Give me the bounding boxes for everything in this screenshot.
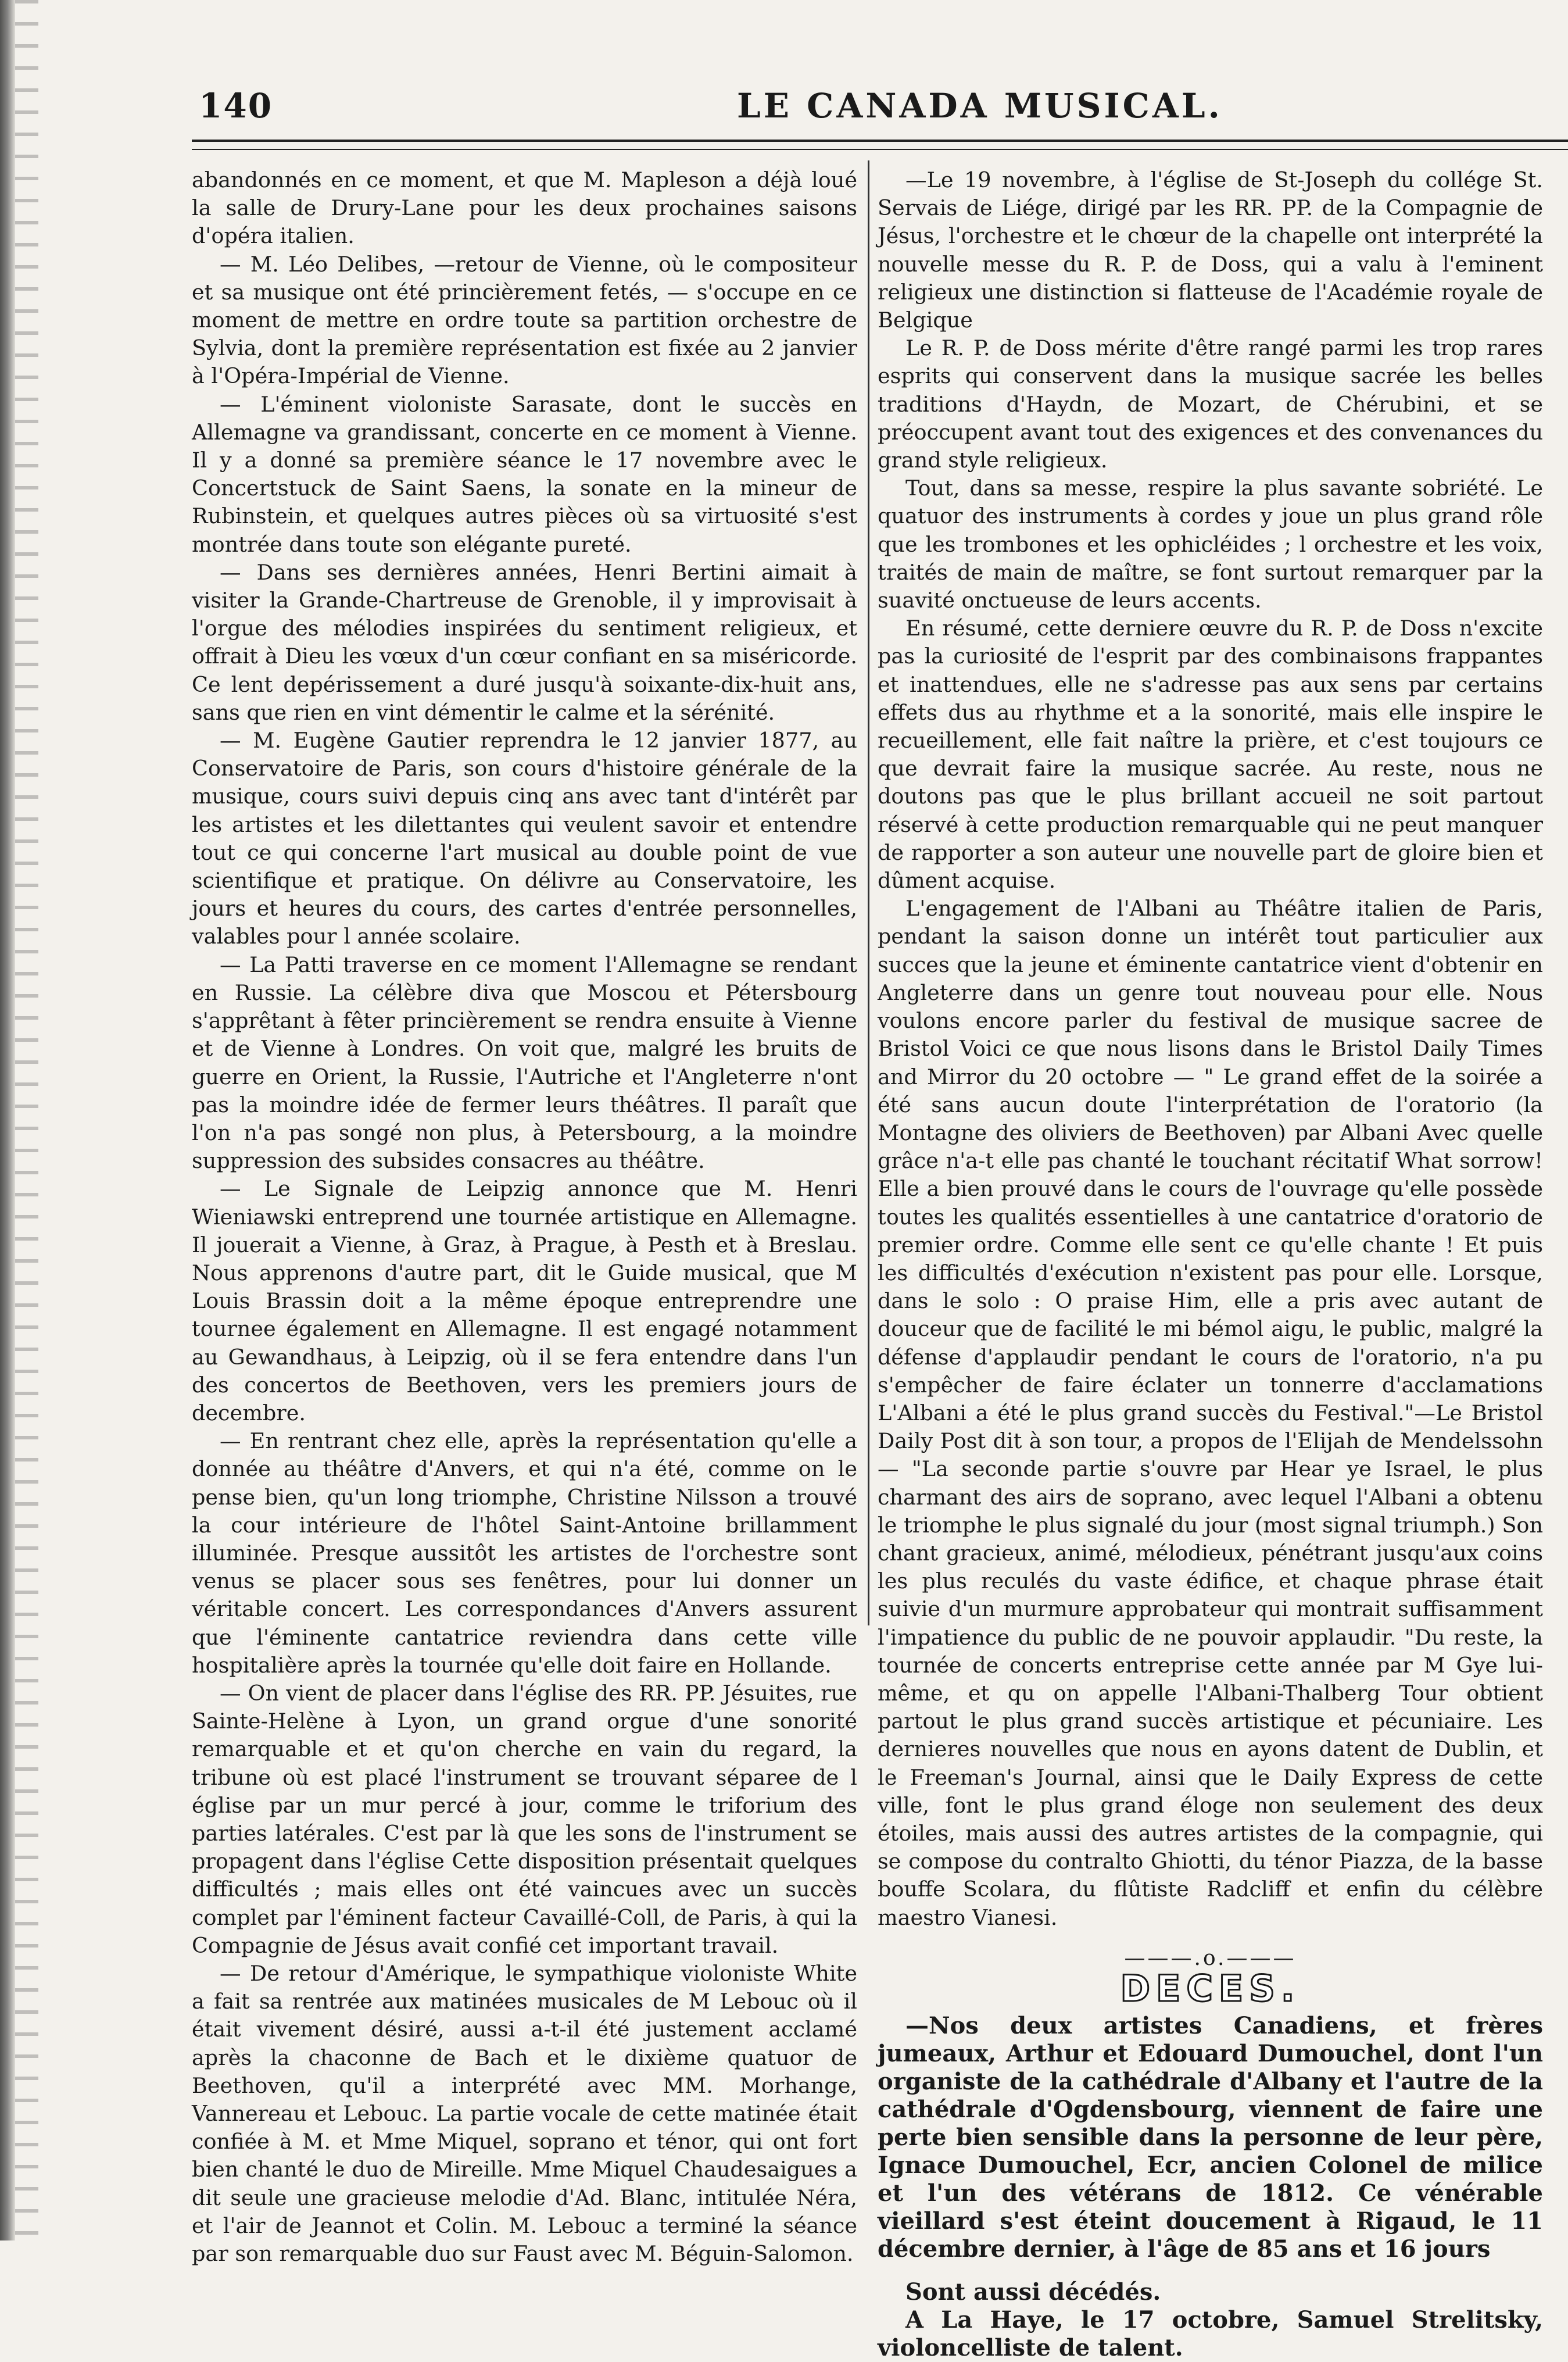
paragraph: — En rentrant chez elle, après la représentation qu'elle a donnée au théâtre d'Anvers, et qui n'a été, comme on le pense bien, qu'un long triomphe, Christine Nilsson a trouvé la cour intérieure de l'hôtel Saint-Antoine brillamment illuminée. Presque aussitôt les artistes de l'orchestre sont venus se placer sous ses fenêtres, pour lui donner un véritable concert. Les correspondances d'Anvers assurent que l'éminente cantatrice reviendra dans cette ville hospitalière après la tournée qu'elle doit faire en Hollande. <box>192 1428 857 1678</box>
paragraph: — La Patti traverse en ce moment l'Allemagne se rendant en Russie. La célèbre diva que Moscou et Pétersbourg s'apprêtant à fêter princièrement se rendra ensuite à Vienne et de Vienne à Londres. On voit que, malgré les bruits de guerre en Orient, la Russie, l'Autriche et l'Angleterre n'ont pas la moindre idée de fermer leurs théâtres. Il paraît que l'on n'a pas songé non plus, à Petersbourg, a la moindre suppression des subsides consacres au théâtre. <box>192 952 857 1174</box>
paragraph: —Le 19 novembre, à l'église de St-Joseph du collége St. Servais de Liége, dirigé par les RR. PP. de la Compagnie de Jésus, l'orchestre et le chœur de la chapelle ont interprété la nouvelle messe du R. P. de Doss, qui a valu à l'eminent religieux une distinction si flatteuse de l'Académie royale de Belgique <box>878 167 1543 333</box>
paragraph: — L'éminent violoniste Sarasate, dont le succès en Allemagne va grandissant, concerte en ce moment à Vienne. Il y a donné sa première séance le 17 novembre avec le Concertstuck de Saint Saens, la sonate en la mineur de Rubinstein, et quelques autres pièces où sa virtuosité s'est montrée dans toute son elégante pureté. <box>192 391 857 557</box>
paragraph: — Dans ses dernières années, Henri Bertini aimait à visiter la Grande-Chartreuse de Grenoble, il y improvisait à l'orgue des mélodies inspirées du sentiment religieux, et offrait à Dieu les vœux d'un cœur confiant en sa miséricorde. Ce lent depérissement a duré jusqu'à soixante-dix-huit ans, sans que rien en vint démentir le calme et la sérénité. <box>192 559 857 725</box>
paragraph: — M. Léo Delibes, —retour de Vienne, où le compositeur et sa musique ont été princièrement fetés, — s'occupe en ce moment de mettre en ordre toute sa partition orchestre de Sylvia, dont la première représentation est fixée au 2 janvier à l'Opéra-Impérial de Vienne. <box>192 251 857 389</box>
journal-title: LE CANADA MUSICAL. <box>737 86 1223 126</box>
paragraph: abandonnés en ce moment, et que M. Mapleson a déjà loué la salle de Drury-Lane pour les deux prochaines saisons d'opéra italien. <box>192 167 857 249</box>
section-separator: ———.o.——— <box>1124 1946 1297 1970</box>
right-column <box>878 166 1543 2362</box>
page-number: 140 <box>199 86 273 126</box>
left-column <box>192 166 857 2268</box>
paragraph: En résumé, cette derniere œuvre du R. P. de Doss n'excite pas la curiosité de l'esprit par des combinaisons frappantes et inattendues, elle ne s'adresse pas aux sens par certains effets dus au rhythme et a la sonorité, mais elle inspire le recueillement, elle fait naître la prière, et c'est toujours ce que devrait faire la musique sacrée. Au reste, nous ne doutons pas que le plus brillant accueil ne soit partout réservé à cette production remarquable qui ne peut manquer de rapporter a son auteur une nouvelle part de gloire bien et dûment acquise. <box>878 616 1543 894</box>
paragraph: L'engagement de l'Albani au Théâtre italien de Paris, pendant la saison donne un intérêt tout particulier aux succes que la jeune et éminente cantatrice vient d'obtenir en Angleterre dans un genre tout nouveau pour elle. Nous voulons encore parler du festival de musique sacree de Bristol Voici ce que nous lisons dans le Bristol Daily Times and Mirror du 20 octobre — " Le grand effet de la soirée a été sans aucun doute l'interprétation de l'oratorio (la Montagne des oliviers de Beethoven) par Albani Avec quelle grâce n'a-t elle pas chanté le touchant récitatif What sorrow! Elle a bien prouvé dans le cours de l'ouvrage qu'elle possède toutes les qualités essentielles à une cantatrice d'oratorio de premier ordre. Comme elle sent ce qu'elle chante ! Et puis les difficultés d'exécution n'existent pas pour elle. Lorsque, dans le solo : O praise Him, elle a pris avec autant de douceur que de facilité le mi bémol aigu, le public, malgré la défense d'applaudir pendant le cours de l'oratorio, n'a pu s'empêcher de faire éclater un tonnerre d'acclamations L'Albani a été le plus grand succès du Festival."—Le Bristol Daily Post dit à son tour, a propos de l'Elijah de Mendelssohn — "La seconde partie s'ouvre par Hear ye Israel, le plus charmant des airs de soprano, avec lequel l'Albani a obtenu le triomphe le plus signalé du jour (most signal triumph.) Son chant gracieux, animé, mélodieux, pénétrant jusqu'aux coins les plus reculés du vaste édifice, et chaque phrase était suivie d'un murmure approbateur qui montrait suffisamment l'impatience du public de ne pouvoir applaudir. "Du reste, la tournée de concerts entreprise cette année par M Gye lui-même, et qu on appelle l'Albani-Thalberg Tour obtient partout le plus grand succès artistique et pécuniaire. Les dernieres nouvelles que nous en ayons datent de Dublin, et le Freeman's Journal, ainsi que le Daily Express de cette ville, font le plus grand éloge non seulement des deux étoiles, mais aussi des autres artistes de la compagnie, qui se compose du contralto Ghiotti, du ténor Piazza, de la basse bouffe Scolara, du flûtiste Radcliff et enfin du célèbre maestro Vianesi. <box>878 896 1543 1930</box>
deces-heading: DECES. <box>1120 1967 1301 2010</box>
paragraph: —Nos deux artistes Canadiens, et frères jumeaux, Arthur et Edouard Dumouchel, dont l'un organiste de la cathédrale d'Albany et l'autre de la cathédrale d'Ogdensbourg, viennent de faire une perte bien sensible dans la personne de leur père, Ignace Dumouchel, Ecr, ancien Colonel de milice et l'un des vétérans de 1812. Ce vénérable vieillard s'est éteint doucement à Rigaud, le 11 décembre dernier, à l'âge de 85 ans et 16 jours <box>878 2012 1543 2263</box>
deces-section <box>878 2012 1543 2362</box>
column-divider <box>868 160 869 1625</box>
paragraph: — M. Eugène Gautier reprendra le 12 janvier 1877, au Conservatoire de Paris, son cours d'histoire générale de la musique, cours suivi depuis cinq ans avec tant d'intérêt par les artistes et les dilettantes qui veulent savoir et entendre tout ce qui concerne l'art musical au double point de vue scientifique et pratique. On délivre au Conservatoire, les jours et heures du cours, des cartes d'entrée personnelles, valables pour l année scolaire. <box>192 728 857 949</box>
scan-binding-shadow <box>15 0 38 2240</box>
scan-binding-edge <box>0 0 15 2240</box>
header-rule <box>192 140 1568 150</box>
paragraph: A La Haye, le 17 octobre, Samuel Strelitsky, violoncelliste de talent. <box>878 2306 1543 2362</box>
paragraph: — Le Signale de Leipzig annonce que M. Henri Wieniawski entreprend une tournée artistique en Allemagne. Il jouerait a Vienne, à Graz, à Prague, à Pesth et à Breslau. Nous apprenons d'autre part, dit le Guide musical, que M Louis Brassin doit a la même époque entreprendre une tournee également en Allemagne. Il est engagé notamment au Gewandhaus, à Leipzig, où il se fera entendre dans l'un des concertos de Beethoven, vers les premiers jours de decembre. <box>192 1176 857 1425</box>
paragraph: — On vient de placer dans l'église des RR. PP. Jésuites, rue Sainte-Helène à Lyon, un grand orgue d'une sonorité remarquable et et qu'on cherche en vain du regard, la tribune où est placé l'instrument se trouvant séparee de l église par un mur percé à jour, comme le triforium des parties latérales. C'est par là que les sons de l'instrument se propagent dans l'église Cette disposition présentait quelques difficultés ; mais elles ont été vaincues avec un succès complet par l'éminent facteur Cavaillé-Coll, de Paris, à qui la Compagnie de Jésus avait confié cet important travail. <box>192 1680 857 1958</box>
paragraph: — De retour d'Amérique, le sympathique violoniste White a fait sa rentrée aux matinées musicales de M Lebouc où il était vivement désiré, aussi a-t-il été justement acclamé après la chaconne de Bach et le dixième quatuor de Beethoven, qu'il a interprété avec MM. Morhange, Vannereau et Lebouc. La partie vocale de cette matinée était confiée à M. et Mme Miquel, soprano et ténor, qui ont fort bien chanté le duo de Mireille. Mme Miquel Chaudesaigues a dit seule une gracieuse melodie d'Ad. Blanc, intitulée Néra, et l'air de Jeannot et Colin. M. Lebouc a terminé la séance par son remarquable duo sur Faust avec M. Béguin-Salomon. <box>192 1961 857 2267</box>
paragraph: Le R. P. de Doss mérite d'être rangé parmi les trop rares esprits qui conservent dans la musique sacrée les belles traditions d'Haydn, de Mozart, de Chérubini, et se préoccupent avant tout des exigences et des convenances du grand style religieux. <box>878 335 1543 473</box>
paragraph: Sont aussi décédés. <box>905 2278 1161 2306</box>
paragraph: Tout, dans sa messe, respire la plus savante sobriété. Le quatuor des instruments à cordes y joue un plus grand rôle que les trombones et les ophicléides ; l orchestre et les voix, traités de main de maître, se font surtout remarquer par la suavité onctueuse de leurs accents. <box>878 476 1543 613</box>
